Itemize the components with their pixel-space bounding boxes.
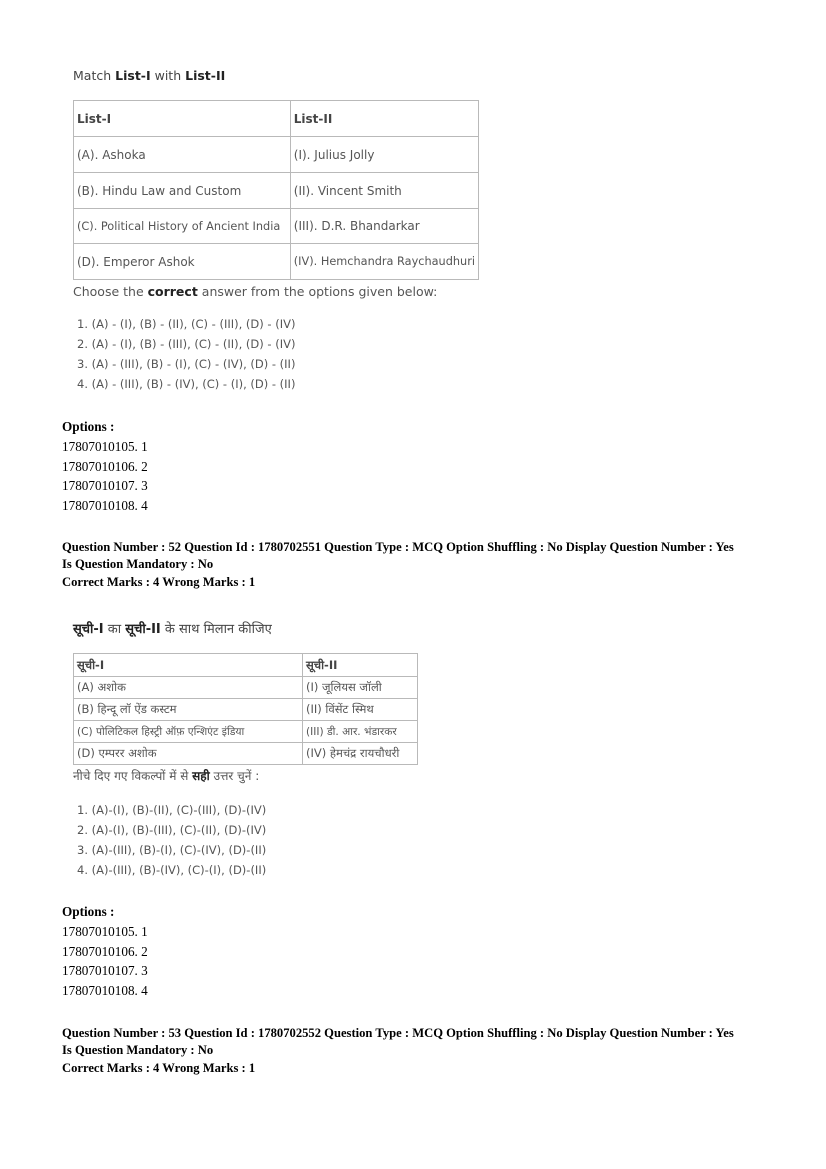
option-item: 17807010107. 3: [62, 963, 148, 979]
options-block-2: [62, 902, 148, 1001]
table-header-row: [74, 654, 418, 677]
question-marks-line: Correct Marks : 4 Wrong Marks : 1: [62, 1060, 256, 1075]
list-i-header: सूची-I: [74, 654, 303, 677]
option-item: 17807010106. 2: [62, 943, 148, 959]
answer-choice: 1. (A) - (I), (B) - (II), (C) - (III), (D) - (IV): [77, 317, 296, 331]
option-item: 17807010107. 3: [62, 478, 148, 494]
question-mandatory-line: Is Question Mandatory : No: [62, 1042, 214, 1057]
list-i-cell: (A) अशोक: [74, 677, 303, 699]
match-table-hindi: [73, 653, 418, 765]
answer-choice: 2. (A)-(I), (B)-(III), (C)-(II), (D)-(IV): [77, 823, 267, 837]
table-header-row: [74, 101, 479, 137]
table-row: [74, 209, 479, 244]
answer-choices-english: [77, 314, 295, 394]
question-51-image: [73, 68, 225, 86]
table-row: [74, 699, 418, 721]
list-ii-cell: (II) विंसेंट स्मिथ: [303, 699, 418, 721]
list-i-cell: (A). Ashoka: [74, 137, 291, 173]
answer-choice: 3. (A) - (III), (B) - (I), (C) - (IV), (D) - (II): [77, 357, 296, 371]
options-label: Options :: [62, 419, 115, 434]
answer-choice: 4. (A) - (III), (B) - (IV), (C) - (I), (D) - (II): [77, 377, 296, 391]
question-marks-line: Correct Marks : 4 Wrong Marks : 1: [62, 574, 256, 589]
option-item: 17807010105. 1: [62, 923, 148, 939]
list-ii-cell: (II). Vincent Smith: [290, 173, 478, 209]
question-mandatory-line: Is Question Mandatory : No: [62, 556, 214, 571]
list-i-cell: (D) एम्परर अशोक: [74, 743, 303, 765]
list-i-cell: (C) पोलिटिकल हिस्ट्री ऑफ़ एन्शिएंट इंडिया: [74, 721, 303, 743]
match-table-english: [73, 100, 479, 280]
list-i-cell: (B) हिन्दू लॉ ऐंड कस्टम: [74, 699, 303, 721]
choose-instruction-hindi: नीचे दिए गए विकल्पों में से सही उत्तर चुनें :: [73, 769, 260, 783]
option-item: 17807010105. 1: [62, 438, 148, 454]
list-i-cell: (C). Political History of Ancient India: [74, 209, 291, 244]
answer-choice: 1. (A)-(I), (B)-(II), (C)-(III), (D)-(IV): [77, 803, 267, 817]
answer-choice: 3. (A)-(III), (B)-(I), (C)-(IV), (D)-(II): [77, 843, 267, 857]
list-ii-header: सूची-II: [303, 654, 418, 677]
match-prompt: Match List-I with List-II: [73, 68, 226, 83]
question-52-meta: [62, 538, 734, 592]
table-row: [74, 721, 418, 743]
table-row: [74, 743, 418, 765]
list-ii-cell: (IV) हेमचंद्र रायचौधरी: [303, 743, 418, 765]
list-ii-cell: (III). D.R. Bhandarkar: [290, 209, 478, 244]
options-block-1: [62, 417, 148, 516]
options-label: Options :: [62, 904, 115, 919]
list-ii-cell: (I) जूलियस जॉली: [303, 677, 418, 699]
match-prompt-hindi: सूची-I का सूची-II के साथ मिलान कीजिए: [73, 622, 272, 637]
question-53-meta: [62, 1024, 734, 1078]
answer-choice: 2. (A) - (I), (B) - (III), (C) - (II), (D) - (IV): [77, 337, 296, 351]
list-i-header: List-I: [74, 101, 291, 137]
list-ii-header: List-II: [290, 101, 478, 137]
question-meta-line: Question Number : 52 Question Id : 1780702551 Question Type : MCQ Option Shuffling : No Display Question Number : Yes: [62, 540, 734, 554]
option-item: 17807010106. 2: [62, 458, 148, 474]
table-row: [74, 173, 479, 209]
option-item: 17807010108. 4: [62, 983, 148, 999]
question-52-image: [73, 619, 272, 637]
table-row: [74, 137, 479, 173]
question-meta-line: Question Number : 53 Question Id : 1780702552 Question Type : MCQ Option Shuffling : No Display Question Number : Yes: [62, 1026, 734, 1040]
list-i-cell: (D). Emperor Ashok: [74, 244, 291, 280]
list-ii-cell: (III) डी. आर. भंडारकर: [303, 721, 418, 743]
choose-instruction: Choose the correct answer from the options given below:: [73, 284, 438, 299]
list-ii-cell: (IV). Hemchandra Raychaudhuri: [290, 244, 478, 280]
answer-choices-hindi-q: [77, 800, 266, 880]
option-item: 17807010108. 4: [62, 498, 148, 514]
table-row: [74, 244, 479, 280]
list-i-cell: (B). Hindu Law and Custom: [74, 173, 291, 209]
list-ii-cell: (I). Julius Jolly: [290, 137, 478, 173]
answer-choice: 4. (A)-(III), (B)-(IV), (C)-(I), (D)-(II): [77, 863, 267, 877]
table-row: [74, 677, 418, 699]
